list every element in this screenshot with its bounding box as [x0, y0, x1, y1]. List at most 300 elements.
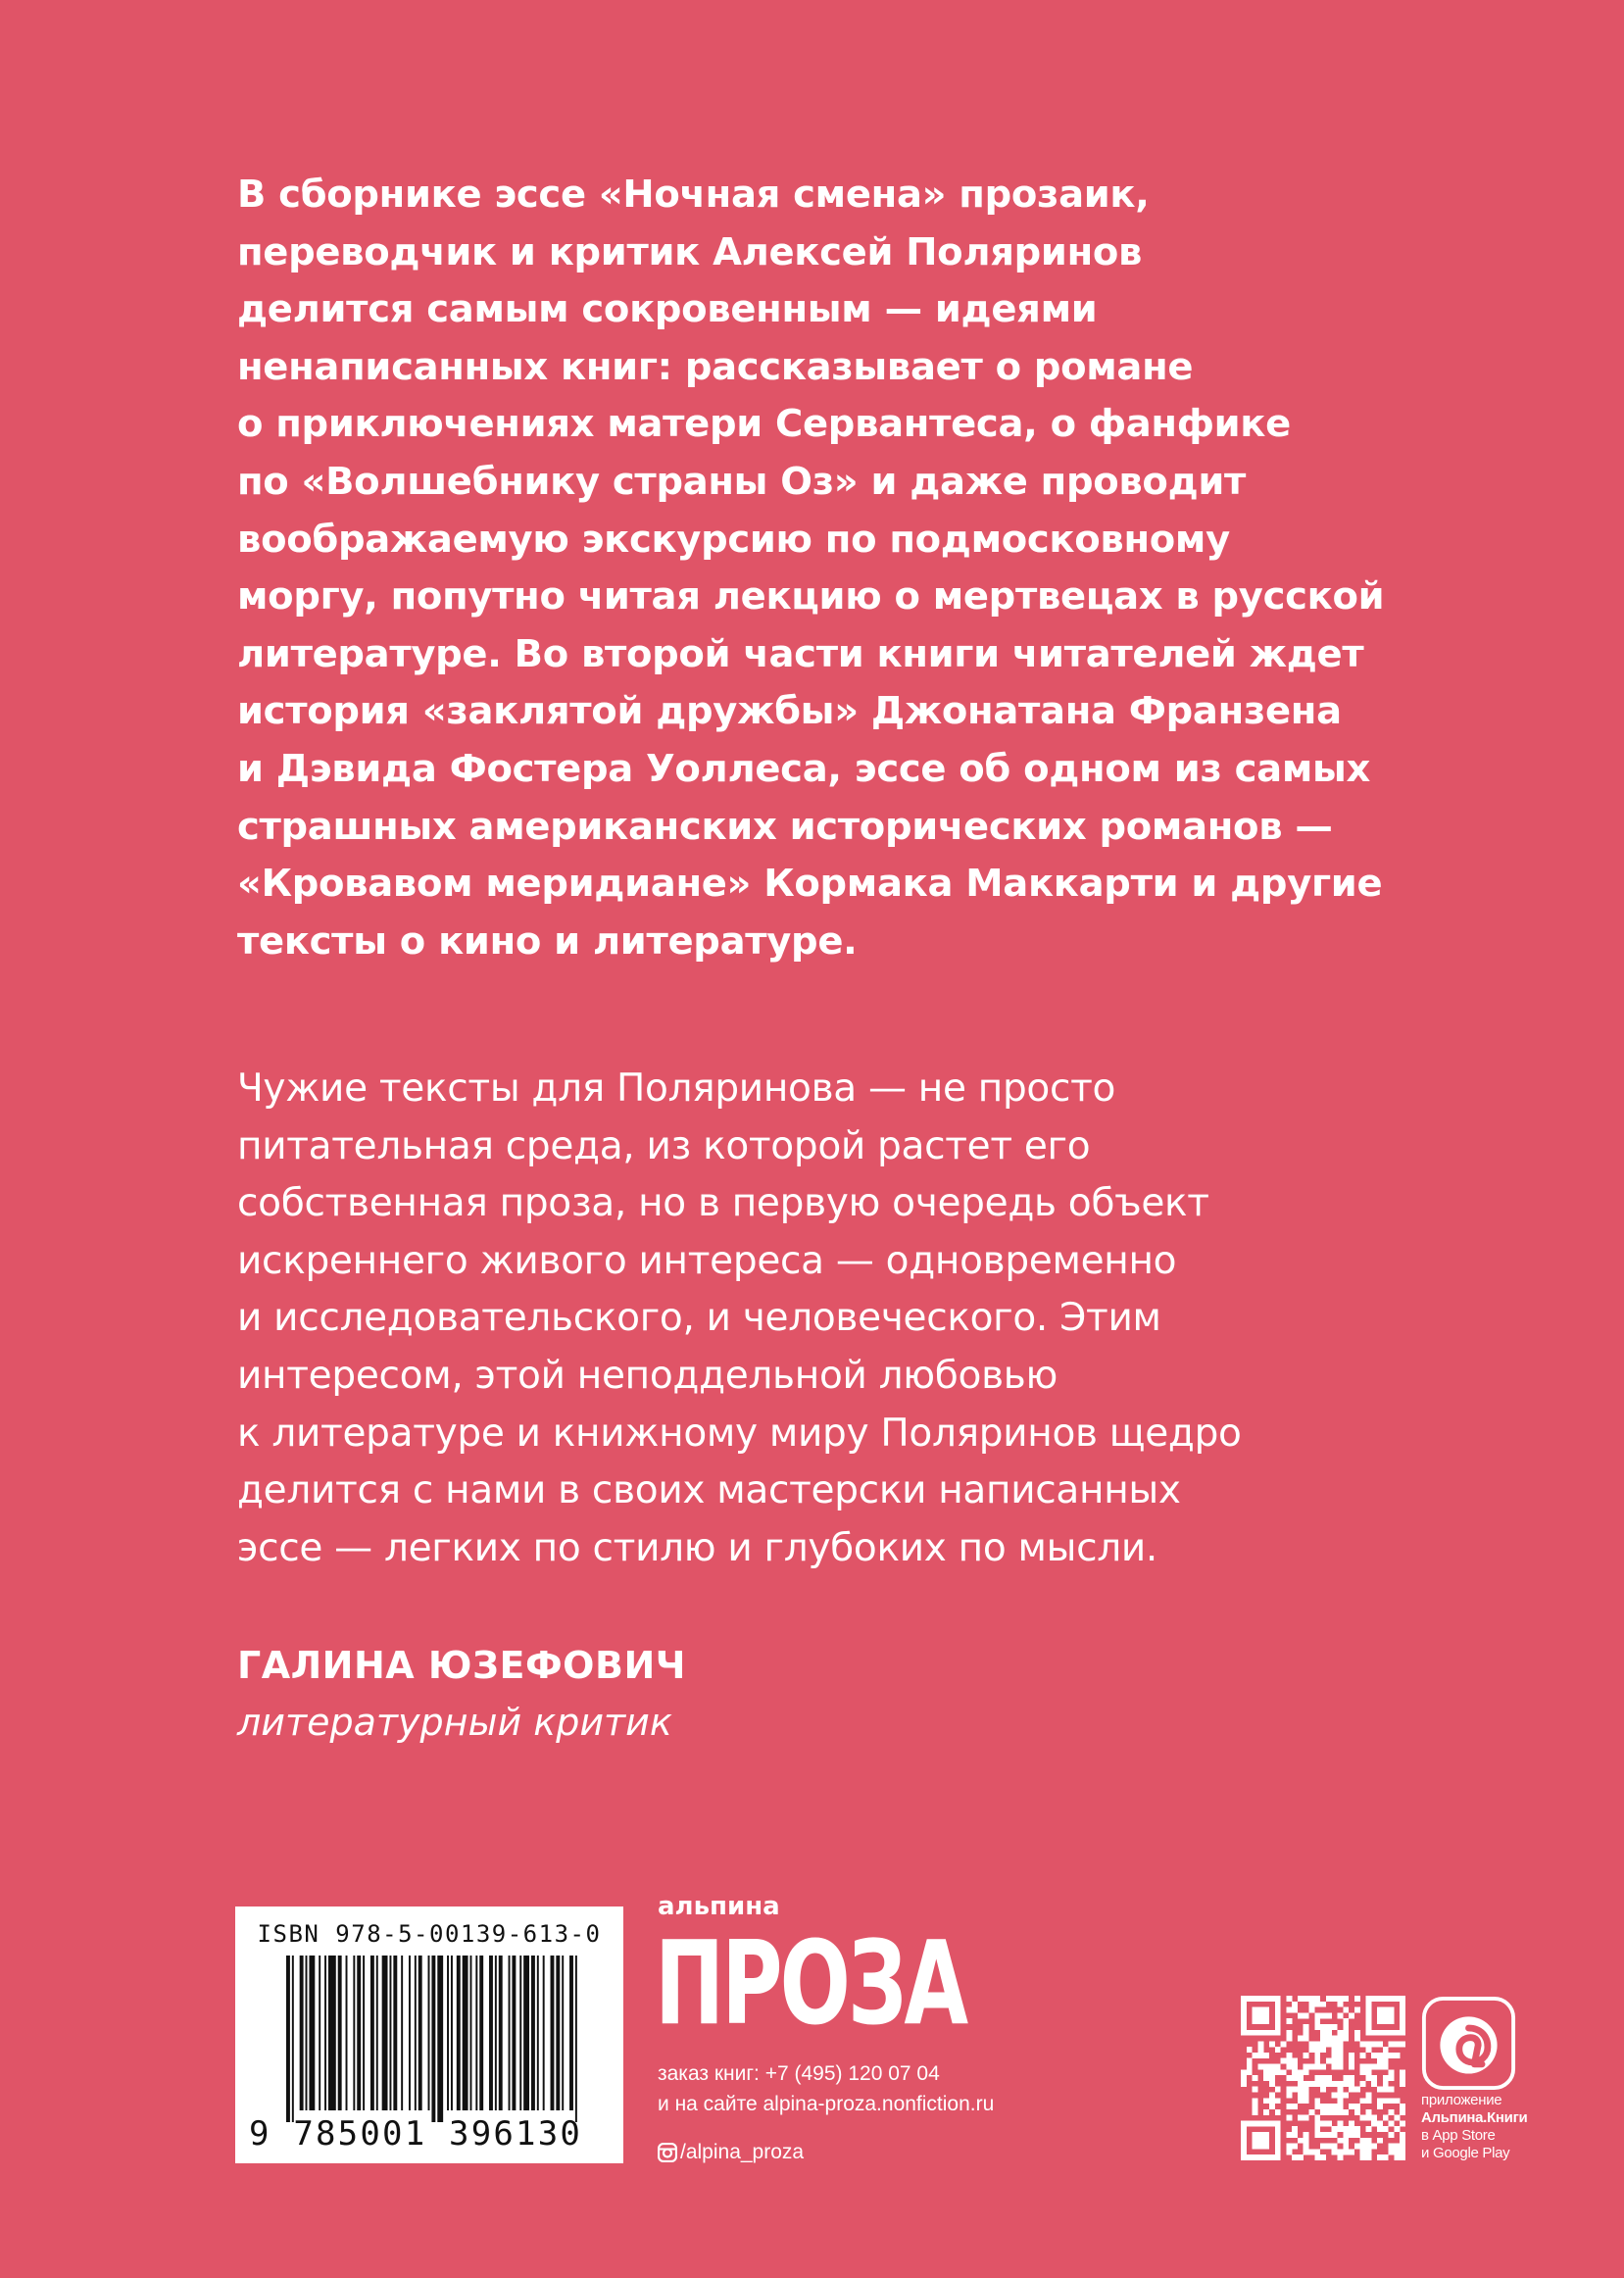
- qr-module: [1253, 2053, 1258, 2058]
- qr-module: [1281, 2041, 1287, 2047]
- barcode-bar: [519, 1956, 521, 2110]
- qr-module: [1343, 2018, 1349, 2024]
- qr-module: [1269, 2041, 1275, 2047]
- qr-module: [1286, 1996, 1292, 2002]
- qr-module: [1314, 2132, 1320, 2138]
- qr-module: [1349, 2081, 1354, 2087]
- qr-module: [1377, 2138, 1383, 2144]
- qr-module: [1337, 2041, 1343, 2047]
- qr-module: [1298, 2092, 1304, 2098]
- qr-module: [1257, 1996, 1263, 2002]
- isbn-barcode: [235, 1907, 623, 2163]
- qr-module: [1314, 2126, 1320, 2132]
- qr-module: [1275, 2126, 1281, 2132]
- instagram-icon: [658, 2143, 677, 2162]
- qr-module: [1400, 2007, 1405, 2013]
- qr-module: [1298, 1996, 1304, 2002]
- qr-module: [1275, 2069, 1281, 2075]
- social-link[interactable]: [658, 2137, 804, 2168]
- qr-module: [1304, 2081, 1309, 2087]
- qr-module: [1383, 2007, 1389, 2013]
- review-line: и исследовательского, и человеческого. Этим: [237, 1296, 1161, 1341]
- review-line: искреннего живого интереса — одновременно: [237, 1238, 1177, 1283]
- qr-module: [1275, 2047, 1281, 2053]
- annotation-line: переводчик и критик Алексей Поляринов: [237, 229, 1143, 274]
- qr-module: [1343, 2149, 1349, 2154]
- barcode-bar: [292, 1956, 294, 2122]
- barcode-bar: [389, 1956, 391, 2110]
- barcode-bar: [431, 1956, 435, 2122]
- qr-module: [1263, 2109, 1269, 2115]
- qr-module: [1394, 2115, 1400, 2121]
- qr-module: [1365, 2149, 1371, 2154]
- barcode-bar: [328, 1956, 336, 2110]
- qr-module: [1377, 2126, 1383, 2132]
- qr-module: [1326, 1996, 1332, 2002]
- qr-module: [1304, 2115, 1309, 2121]
- qr-module: [1349, 2104, 1354, 2109]
- critic-review: [237, 1061, 1394, 1577]
- qr-module: [1253, 1996, 1258, 2002]
- qr-module: [1326, 2024, 1332, 2030]
- barcode-bar: [463, 1956, 468, 2110]
- qr-module: [1292, 2007, 1298, 2013]
- qr-module: [1400, 2154, 1405, 2160]
- qr-module: [1320, 2132, 1326, 2138]
- qr-module: [1320, 2047, 1326, 2053]
- qr-module: [1332, 2081, 1338, 2087]
- qr-module: [1257, 2041, 1263, 2047]
- qr-module: [1275, 2109, 1281, 2115]
- annotation-line: ненаписанных книг: рассказывает о романе: [237, 344, 1194, 389]
- barcode-bar: [409, 1956, 411, 2110]
- qr-module: [1337, 2053, 1343, 2058]
- barcode-bar: [569, 1956, 573, 2110]
- qr-module: [1371, 2081, 1377, 2087]
- qr-module: [1263, 2030, 1269, 2036]
- qr-module: [1292, 2087, 1298, 2093]
- qr-module: [1292, 2058, 1298, 2064]
- qr-module: [1304, 2064, 1309, 2070]
- qr-module: [1354, 2007, 1360, 2013]
- qr-module: [1337, 2109, 1343, 2115]
- qr-module: [1332, 2024, 1338, 2030]
- qr-module: [1354, 2104, 1360, 2109]
- qr-module: [1257, 2007, 1263, 2013]
- qr-module: [1349, 2132, 1354, 2138]
- qr-module: [1292, 2126, 1298, 2132]
- review-line: собственная проза, но в первую очередь объект: [237, 1181, 1209, 1226]
- qr-module: [1304, 2144, 1309, 2150]
- qr-module: [1326, 2120, 1332, 2126]
- annotation-line: страшных американских исторических романов —: [237, 804, 1333, 849]
- qr-module: [1275, 2024, 1281, 2030]
- qr-module: [1365, 2047, 1371, 2053]
- qr-module: [1269, 2098, 1275, 2104]
- qr-module: [1314, 2024, 1320, 2030]
- qr-module: [1371, 2144, 1377, 2150]
- qr-module: [1275, 2138, 1281, 2144]
- qr-module: [1281, 2069, 1287, 2075]
- qr-module: [1354, 2030, 1360, 2036]
- qr-module: [1304, 2149, 1309, 2154]
- qr-module: [1360, 2115, 1366, 2121]
- barcode-bars: [286, 1956, 580, 2122]
- qr-module: [1377, 2030, 1383, 2036]
- social-handle: /alpina_proza: [680, 2141, 805, 2163]
- qr-module: [1304, 2036, 1309, 2042]
- qr-module: [1257, 2018, 1263, 2024]
- app-caption-line: в App Store: [1421, 2127, 1496, 2144]
- qr-module: [1320, 2144, 1326, 2150]
- qr-module: [1389, 2018, 1395, 2024]
- qr-module: [1400, 2041, 1405, 2047]
- qr-module: [1253, 2098, 1258, 2104]
- qr-module: [1365, 2018, 1371, 2024]
- qr-module: [1349, 2053, 1354, 2058]
- qr-module: [1253, 2138, 1258, 2144]
- qr-module: [1298, 2069, 1304, 2075]
- qr-module: [1337, 2092, 1343, 2098]
- qr-module: [1343, 2144, 1349, 2150]
- qr-module: [1309, 2007, 1315, 2013]
- qr-module: [1263, 2132, 1269, 2138]
- qr-module: [1343, 2081, 1349, 2087]
- qr-module: [1383, 2064, 1389, 2070]
- qr-module: [1332, 2058, 1338, 2064]
- qr-module: [1365, 2064, 1371, 2070]
- qr-module: [1377, 2058, 1383, 2064]
- book-annotation: [237, 167, 1394, 970]
- qr-module: [1343, 2030, 1349, 2036]
- annotation-line: делится самым сокровенным — идеями: [237, 287, 1098, 332]
- qr-module: [1371, 2115, 1377, 2121]
- qr-module: [1377, 2087, 1383, 2093]
- qr-module: [1400, 2149, 1405, 2154]
- qr-module: [1253, 2144, 1258, 2150]
- qr-module: [1365, 2126, 1371, 2132]
- barcode-bar: [495, 1956, 497, 2110]
- qr-module: [1292, 2154, 1298, 2160]
- qr-module: [1275, 2144, 1281, 2150]
- qr-module: [1365, 2024, 1371, 2030]
- alpina-app-icon[interactable]: [1421, 1996, 1516, 2091]
- qr-module: [1304, 2069, 1309, 2075]
- qr-module: [1263, 2007, 1269, 2013]
- qr-module: [1304, 2024, 1309, 2030]
- app-caption-line: приложение: [1421, 2092, 1502, 2108]
- qr-module: [1337, 2012, 1343, 2018]
- qr-module: [1360, 2098, 1366, 2104]
- qr-module: [1314, 2149, 1320, 2154]
- qr-module: [1257, 2132, 1263, 2138]
- qr-module: [1349, 2149, 1354, 2154]
- qr-module: [1394, 2030, 1400, 2036]
- qr-module: [1292, 2064, 1298, 2070]
- qr-module: [1275, 2064, 1281, 2070]
- qr-module: [1332, 2109, 1338, 2115]
- qr-module: [1383, 2087, 1389, 2093]
- qr-module: [1257, 2012, 1263, 2018]
- qr-module: [1263, 2138, 1269, 2144]
- barcode-bar: [489, 1956, 493, 2110]
- qr-module: [1354, 2109, 1360, 2115]
- qr-module: [1343, 2075, 1349, 2081]
- qr-module: [1389, 2030, 1395, 2036]
- qr-module: [1332, 2132, 1338, 2138]
- barcode-bar: [451, 1956, 453, 2110]
- qr-module: [1371, 2030, 1377, 2036]
- qr-module: [1286, 2149, 1292, 2154]
- qr-module: [1383, 2075, 1389, 2081]
- annotation-line: литературе. Во второй части книги читателей ждет: [237, 631, 1364, 676]
- qr-module: [1326, 2104, 1332, 2109]
- qr-module: [1383, 2115, 1389, 2121]
- qr-module: [1241, 2002, 1247, 2007]
- qr-module: [1263, 2144, 1269, 2150]
- qr-module: [1320, 2036, 1326, 2042]
- qr-module: [1253, 2109, 1258, 2115]
- barcode-bar: [551, 1956, 555, 2110]
- qr-module: [1314, 2081, 1320, 2087]
- qr-module: [1298, 2081, 1304, 2087]
- qr-module: [1298, 2087, 1304, 2093]
- qr-module: [1354, 2036, 1360, 2042]
- qr-module: [1257, 2047, 1263, 2053]
- qr-module: [1320, 2064, 1326, 2070]
- barcode-bar: [457, 1956, 461, 2110]
- qr-module: [1309, 2109, 1315, 2115]
- qr-module: [1400, 2081, 1405, 2087]
- qr-module: [1247, 2047, 1253, 2053]
- qr-module: [1365, 2012, 1371, 2018]
- qr-module: [1394, 2144, 1400, 2150]
- qr-module: [1360, 2081, 1366, 2087]
- qr-module: [1320, 2075, 1326, 2081]
- qr-module: [1286, 2132, 1292, 2138]
- review-line: к литературе и книжному миру Поляринов щедро: [237, 1411, 1242, 1456]
- qr-module: [1263, 2012, 1269, 2018]
- qr-module: [1377, 2104, 1383, 2109]
- qr-module: [1377, 2041, 1383, 2047]
- annotation-line: история «заклятой дружбы» Джонатана Франзена: [237, 689, 1342, 734]
- qr-module: [1332, 1996, 1338, 2002]
- qr-module: [1400, 2024, 1405, 2030]
- qr-module: [1269, 2069, 1275, 2075]
- qr-module: [1349, 2126, 1354, 2132]
- qr-module: [1332, 2036, 1338, 2042]
- qr-module: [1343, 2036, 1349, 2042]
- qr-module: [1332, 2144, 1338, 2150]
- qr-module: [1269, 1996, 1275, 2002]
- barcode-bar: [382, 1956, 388, 2110]
- qr-module: [1241, 2138, 1247, 2144]
- qr-module: [1257, 2064, 1263, 2070]
- review-line: Чужие тексты для Поляринова — не просто: [237, 1066, 1116, 1111]
- qr-module: [1383, 2081, 1389, 2087]
- qr-module: [1263, 2018, 1269, 2024]
- qr-module: [1332, 2053, 1338, 2058]
- qr-module: [1292, 2104, 1298, 2109]
- qr-module: [1247, 2069, 1253, 2075]
- qr-module: [1275, 2120, 1281, 2126]
- qr-module: [1320, 2024, 1326, 2030]
- qr-module: [1326, 2109, 1332, 2115]
- qr-module: [1337, 1996, 1343, 2002]
- qr-module: [1337, 2081, 1343, 2087]
- qr-module: [1292, 2075, 1298, 2081]
- barcode-bar: [393, 1956, 397, 2110]
- qr-module: [1241, 1996, 1247, 2002]
- publisher-brand-logo: ПРОЗА: [655, 1915, 966, 2051]
- qr-module: [1360, 2154, 1366, 2160]
- qr-module: [1263, 2069, 1269, 2075]
- qr-module: [1314, 2120, 1320, 2126]
- qr-module: [1253, 2012, 1258, 2018]
- qr-module: [1286, 2115, 1292, 2121]
- qr-module: [1326, 2081, 1332, 2087]
- qr-module: [1389, 2132, 1395, 2138]
- qr-module: [1247, 2030, 1253, 2036]
- annotation-line: о приключениях матери Сервантеса, о фанфике: [237, 402, 1291, 447]
- qr-module: [1269, 2092, 1275, 2098]
- qr-module: [1241, 2030, 1247, 2036]
- qr-module: [1304, 1996, 1309, 2002]
- qr-module: [1337, 2120, 1343, 2126]
- qr-module: [1314, 2064, 1320, 2070]
- qr-module: [1320, 2120, 1326, 2126]
- qr-module: [1269, 2081, 1275, 2087]
- qr-module: [1337, 2030, 1343, 2036]
- qr-module: [1326, 2058, 1332, 2064]
- barcode-digits: 9 785001 396130: [249, 2114, 583, 2154]
- qr-module: [1389, 1996, 1395, 2002]
- qr-module: [1292, 2144, 1298, 2150]
- qr-module: [1292, 2069, 1298, 2075]
- qr-module: [1394, 1996, 1400, 2002]
- qr-module: [1304, 2087, 1309, 2093]
- qr-module: [1371, 1996, 1377, 2002]
- qr-module: [1286, 2018, 1292, 2024]
- barcode-bar: [401, 1956, 403, 2110]
- qr-module: [1257, 2053, 1263, 2058]
- annotation-line: по «Волшебнику страны Оз» и даже проводит: [237, 459, 1247, 504]
- barcode-bar: [428, 1956, 430, 2110]
- qr-module: [1349, 2058, 1354, 2064]
- qr-module: [1349, 2087, 1354, 2093]
- qr-module: [1298, 2098, 1304, 2104]
- annotation-line: тексты о кино и литературе.: [237, 918, 858, 964]
- qr-module: [1320, 2087, 1326, 2093]
- qr-module: [1263, 2154, 1269, 2160]
- qr-module: [1365, 2109, 1371, 2115]
- qr-module: [1275, 1996, 1281, 2002]
- qr-module: [1365, 2154, 1371, 2160]
- barcode-bar: [418, 1956, 422, 2110]
- qr-module: [1263, 2075, 1269, 2081]
- qr-module: [1253, 2087, 1258, 2093]
- qr-module: [1326, 2132, 1332, 2138]
- qr-module: [1241, 2007, 1247, 2013]
- qr-module: [1400, 2104, 1405, 2109]
- barcode-bar: [286, 1956, 290, 2122]
- qr-module: [1320, 2002, 1326, 2007]
- barcode-bar: [319, 1956, 320, 2110]
- qr-module: [1354, 2144, 1360, 2150]
- qr-module: [1365, 2041, 1371, 2047]
- qr-module: [1241, 2069, 1247, 2075]
- qr-module: [1286, 2075, 1292, 2081]
- qr-module: [1332, 2047, 1338, 2053]
- barcode-bar: [300, 1956, 304, 2110]
- qr-module: [1371, 2120, 1377, 2126]
- qr-module: [1400, 2018, 1405, 2024]
- qr-module: [1365, 2030, 1371, 2036]
- qr-module: [1360, 2138, 1366, 2144]
- qr-module: [1281, 2058, 1287, 2064]
- qr-module: [1304, 2098, 1309, 2104]
- qr-module: [1377, 2120, 1383, 2126]
- qr-module: [1286, 2030, 1292, 2036]
- qr-module: [1286, 2058, 1292, 2064]
- qr-module: [1360, 2053, 1366, 2058]
- qr-module: [1400, 1996, 1405, 2002]
- qr-module: [1337, 2138, 1343, 2144]
- qr-module: [1253, 2075, 1258, 2081]
- qr-module: [1383, 2058, 1389, 2064]
- qr-module: [1309, 2081, 1315, 2087]
- qr-module: [1365, 2069, 1371, 2075]
- qr-module: [1394, 2041, 1400, 2047]
- annotation-line: моргу, попутно читая лекцию о мертвецах в русской: [237, 574, 1385, 619]
- qr-module: [1292, 2132, 1298, 2138]
- qr-module: [1332, 2104, 1338, 2109]
- qr-module: [1326, 2041, 1332, 2047]
- app-name: Альпина.Книги: [1421, 2109, 1528, 2126]
- qr-module: [1253, 2104, 1258, 2109]
- qr-module: [1365, 2115, 1371, 2121]
- qr-module: [1263, 2053, 1269, 2058]
- qr-module: [1389, 2007, 1395, 2013]
- barcode-bar: [512, 1956, 516, 2110]
- review-line: делится с нами в своих мастерски написанных: [237, 1468, 1181, 1513]
- qr-module: [1400, 2002, 1405, 2007]
- qr-module: [1275, 2098, 1281, 2104]
- qr-module: [1389, 2120, 1395, 2126]
- qr-module: [1389, 2144, 1395, 2150]
- qr-module: [1257, 2030, 1263, 2036]
- qr-module: [1365, 2002, 1371, 2007]
- qr-module: [1343, 2007, 1349, 2013]
- qr-module: [1389, 2041, 1395, 2047]
- review-line: питательная среда, из которой растет его: [237, 1123, 1091, 1168]
- qr-module: [1371, 2075, 1377, 2081]
- qr-module: [1269, 2075, 1275, 2081]
- qr-module: [1389, 2012, 1395, 2018]
- qr-module: [1257, 2154, 1263, 2160]
- qr-module: [1400, 2120, 1405, 2126]
- qr-module: [1320, 2041, 1326, 2047]
- qr-module: [1343, 2126, 1349, 2132]
- qr-module: [1275, 2012, 1281, 2018]
- qr-module: [1314, 2012, 1320, 2018]
- qr-code[interactable]: [1241, 1996, 1405, 2160]
- qr-module: [1309, 1996, 1315, 2002]
- qr-module: [1241, 2120, 1247, 2126]
- qr-module: [1275, 2087, 1281, 2093]
- qr-module: [1314, 1996, 1320, 2002]
- qr-module: [1326, 2030, 1332, 2036]
